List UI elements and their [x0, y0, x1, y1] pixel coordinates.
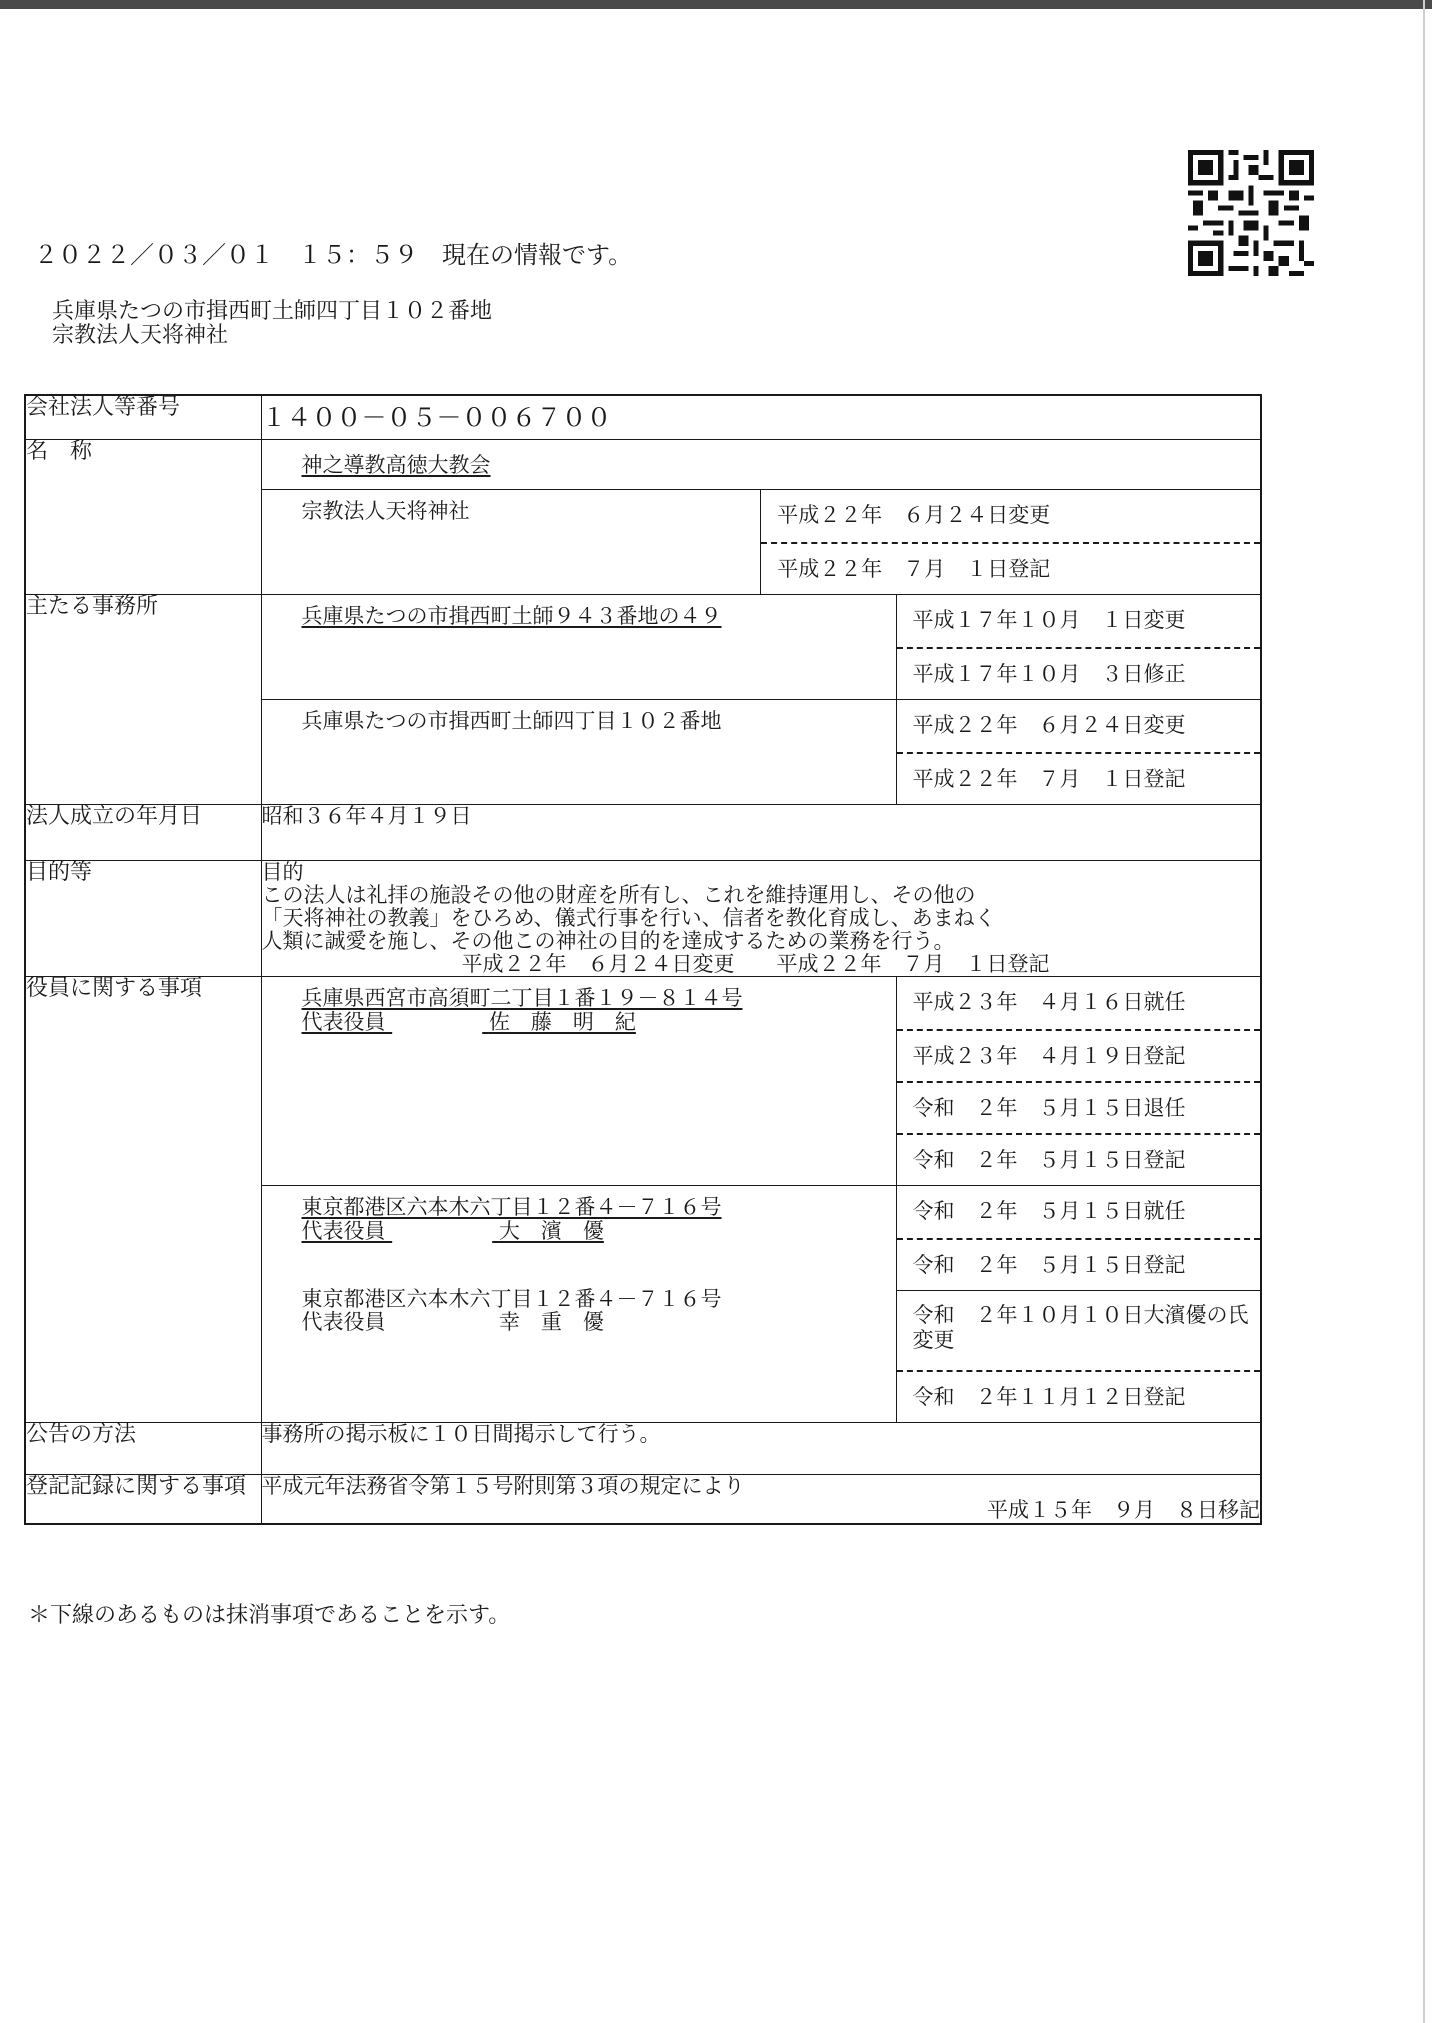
name-date: 平成２２年 ６月２４日変更	[777, 503, 1051, 527]
officer-address: 東京都港区六本木六丁目１２番４－７１６号	[301, 1195, 722, 1220]
name-dates	[761, 490, 1260, 594]
label-office: 主たる事務所	[25, 595, 261, 805]
label-record: 登記記録に関する事項	[25, 1475, 261, 1524]
row-purpose	[25, 861, 1261, 977]
purpose-heading: 目的	[261, 860, 304, 884]
label-notice: 公告の方法	[25, 1423, 261, 1475]
officer-date: 令和 ２年 ５月１５日登記	[897, 1238, 1261, 1290]
notice-value: 事務所の掲示板に１０日間掲示して行う。	[261, 1423, 1261, 1475]
label-established: 法人成立の年月日	[25, 805, 261, 861]
row-established	[25, 805, 1261, 861]
old-office-address: 兵庫県たつの市揖西町土師９４３番地の４９	[301, 604, 722, 628]
officer-title: 代表役員	[301, 1218, 386, 1243]
officer-address: 東京都港区六本木六丁目１２番４－７１６号	[301, 1286, 722, 1311]
label-purpose: 目的等	[25, 861, 261, 977]
scan-right-edge	[1423, 0, 1425, 2023]
record-value: 平成元年法務省令第１５号附則第３項の規定により	[261, 1474, 745, 1499]
label-name: 名 称	[25, 439, 261, 595]
header-address: 兵庫県たつの市揖西町土師四丁目１０２番地	[52, 299, 493, 324]
scan-top-edge	[0, 0, 1432, 9]
officer-title: 代表役員	[301, 1009, 386, 1034]
name-date: 平成２２年 ７月 １日登記	[761, 542, 1260, 594]
row-notice	[25, 1423, 1261, 1475]
officer-date: 令和 ２年 ５月１５日就任	[912, 1199, 1186, 1224]
purpose-line: この法人は礼拝の施設その他の財産を所有し、これを維持運用し、その他の	[261, 883, 976, 908]
purpose-dates: 平成２２年 ６月２４日変更 平成２２年 ７月 １日登記	[461, 952, 1050, 977]
officer-name: 大 濱 優	[498, 1218, 604, 1243]
officer-entry	[262, 1186, 1261, 1423]
new-office-address: 兵庫県たつの市揖西町土師四丁目１０２番地	[262, 700, 897, 805]
header-block	[52, 300, 492, 348]
row-record	[25, 1475, 1261, 1524]
row-office	[25, 595, 1261, 805]
new-name: 宗教法人天将神社	[262, 490, 761, 595]
officer-title: 代表役員	[301, 1310, 386, 1335]
office-date: 平成１７年１０月 １日変更	[912, 608, 1186, 632]
officer-date: 令和 ２年 ５月１５日退任	[897, 1081, 1261, 1133]
qr-code-icon	[1188, 150, 1314, 276]
officer-date: 令和 ２年１１月１２日登記	[897, 1370, 1261, 1422]
officer-date: 令和 ２年１０月１０日大濱優の氏変更	[897, 1290, 1261, 1370]
officer-date: 平成２３年 ４月１９日登記	[897, 1029, 1261, 1081]
officer-address: 兵庫県西宮市高須町二丁目１番１９－８１４号	[301, 986, 743, 1011]
officer-name: 幸 重 優	[498, 1310, 604, 1335]
established-value: 昭和３６年４月１９日	[261, 805, 1261, 861]
registry-table	[24, 394, 1262, 1525]
header-name: 宗教法人天将神社	[52, 323, 229, 349]
record-date: 平成１５年 ９月 ８日移記	[987, 1497, 1260, 1522]
row-corp-number	[25, 395, 1261, 439]
label-officers: 役員に関する事項	[25, 977, 261, 1423]
purpose-line: 人類に誠愛を施し、その他この神社の目的を達成するための業務を行う。	[261, 929, 955, 954]
officer-name: 佐 藤 明 紀	[488, 1009, 636, 1034]
underline-note: ＊下線のあるものは抹消事項であることを示す。	[28, 1603, 511, 1628]
info-timestamp: ２０２２／０３／０１ １５：５９ 現在の情報です。	[34, 241, 633, 269]
officer-date: 平成２３年 ４月１６日就任	[912, 990, 1186, 1015]
row-name	[25, 439, 1261, 595]
label-corp-number: 会社法人等番号	[25, 395, 261, 439]
corp-number-value: １４００－０５－００６７００	[261, 395, 1261, 439]
officer-date: 令和 ２年 ５月１５日登記	[897, 1133, 1261, 1185]
officer-entry	[262, 977, 1261, 1186]
purpose-line: 「天将神社の教義」をひろめ、儀式行事を行い、信者を教化育成し、あまねく	[261, 906, 996, 931]
office-date: 平成２２年 ７月 １日登記	[897, 752, 1261, 804]
row-officers	[25, 977, 1261, 1423]
old-name: 神之導教高徳大教会	[301, 452, 491, 477]
office-date: 平成２２年 ６月２４日変更	[912, 713, 1186, 737]
office-date: 平成１７年１０月 ３日修正	[897, 647, 1261, 699]
